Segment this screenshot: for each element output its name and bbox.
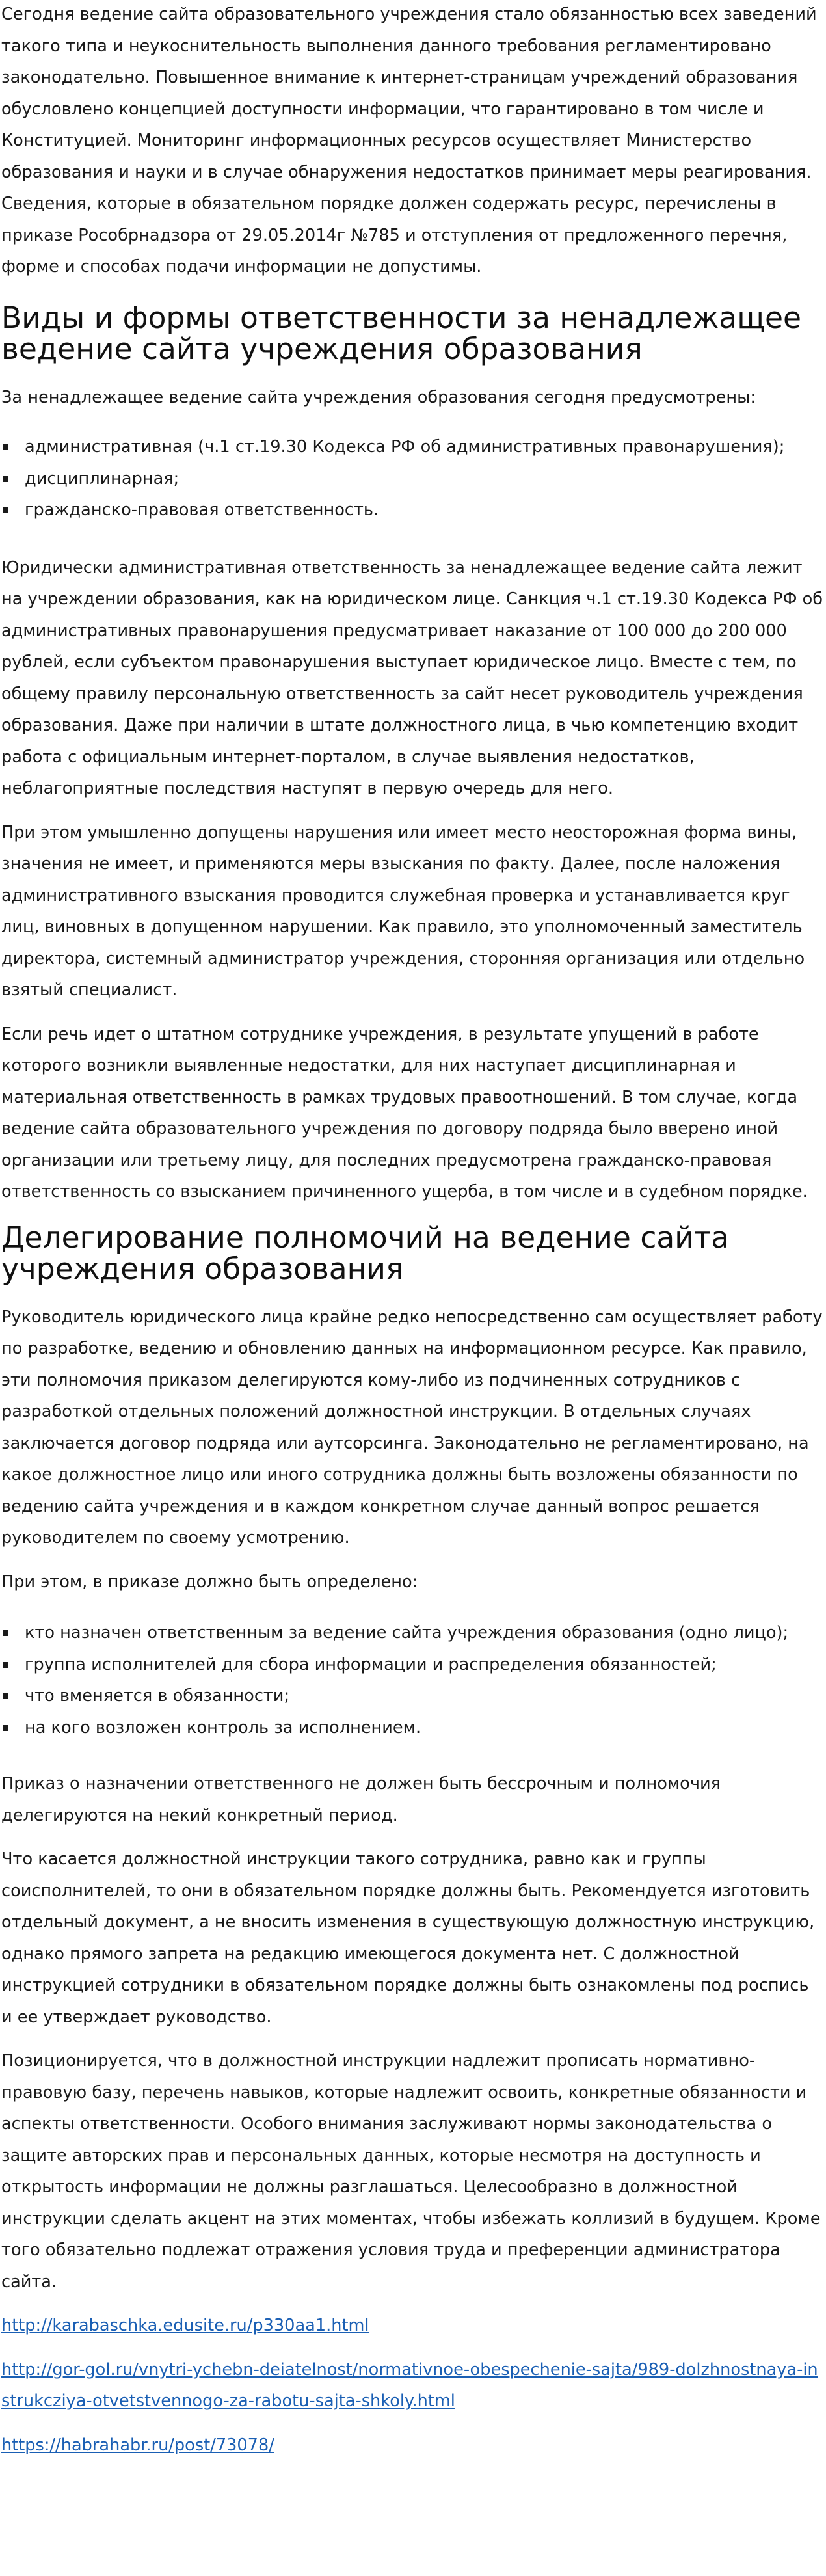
list-item-text: гражданско-правовая ответственность. <box>25 500 379 520</box>
list-item <box>1 494 823 526</box>
bullet-icon <box>3 1630 8 1636</box>
source-link[interactable]: https://habrahabr.ru/post/73078/ <box>1 2435 274 2455</box>
paragraph: Приказ о назначении ответственного не должен быть бессрочным и полномочия делегируются на некий конкретный период. <box>1 1774 721 1825</box>
paragraph: Что касается должностной инструкции такого сотрудника, равно как и группы соисполнителей, то они в обязательном порядке должны быть. Рекомендуется изготовить отдельный документ, а не вносить изменения в существующую должностную инструкцию, однако прямого запрета на редакцию имеющегося документа нет. С должностной инструкцией сотрудники в обязательном порядке должны быть ознакомлены под роспись и ее утверждает руководство. <box>1 1849 815 2027</box>
section-heading-liability: Виды и формы ответственности за ненадлежащее ведение сайта учреждения образования <box>1 300 802 366</box>
list-item <box>1 431 823 463</box>
list-item <box>1 1712 823 1744</box>
paragraph: Позиционируется, что в должностной инструкции надлежит прописать нормативно-правовую базу, перечень навыков, которые надлежит освоить, конкретные обязанности и аспекты ответственности. Особого внимания заслуживают нормы законодательства о защите авторских прав и персональных данных, которые несмотря на доступность и открытость информации не должны разглашаться. Целесообразно в должностной инструкции сделать акцент на этих моментах, чтобы избежать коллизий в будущем. Кроме того обязательно подлежат отражения условия труда и преференции администратора сайта. <box>1 2051 821 2292</box>
list-item <box>1 463 823 495</box>
list-item-text: группа исполнителей для сбора информации и распределения обязанностей; <box>25 1654 717 1674</box>
list-item-text: на кого возложен контроль за исполнением. <box>25 1717 421 1737</box>
source-link-item <box>1 2310 823 2342</box>
bullet-icon <box>3 1662 8 1668</box>
bullet-icon <box>3 1693 8 1699</box>
section-lead: За ненадлежащее ведение сайта учреждения образования сегодня предусмотрены: <box>1 387 756 407</box>
bullet-icon <box>3 444 8 450</box>
liability-types-list <box>1 431 823 526</box>
list-item-text: административная (ч.1 ст.19.30 Кодекса РФ об административных правонарушения); <box>25 437 785 457</box>
source-link-item <box>1 2354 823 2417</box>
bullet-icon <box>3 507 8 513</box>
paragraph: При этом умышленно допущены нарушения или имеет место неосторожная форма вины, значения не имеет, и применяются меры взыскания по факту. Далее, после наложения административного взыскания проводится служебная проверка и устанавливается круг лиц, виновных в допущенном нарушении. Как правило, это уполномоченный заместитель директора, системный администратор учреждения, сторонняя организация или отдельно взятый специалист. <box>1 822 805 1000</box>
paragraph: Если речь идет о штатном сотруднике учреждения, в результате упущений в работе которого возникли выявленные недостатки, для них наступает дисциплинарная и материальная ответственность в рамках трудовых правоотношений. В том случае, когда ведение сайта образовательного учреждения по договору подряда было вверено иной организации или третьему лицу, для последних предусмотрена гражданско-правовая ответственность со взысканием причиненного ущерба, в том числе и в судебном порядке. <box>1 1024 808 1201</box>
source-link[interactable]: http://karabaschka.edusite.ru/p330aa1.html <box>1 2316 369 2335</box>
list-item <box>1 1649 823 1681</box>
list-item-text: что вменяется в обязанности; <box>25 1686 290 1706</box>
list-item-text: кто назначен ответственным за ведение сайта учреждения образования (одно лицо); <box>25 1623 789 1643</box>
paragraph: Юридически административная ответственность за ненадлежащее ведение сайта лежит на учреждении образования, как на юридическом лице. Санкция ч.1 ст.19.30 Кодекса РФ об административных правонарушения предусматривает наказание от 100 000 до 200 000 рублей, если субъектом правонарушения выступает юридическое лицо. Вместе с тем, по общему правилу персональную ответственность за сайт несет руководитель учреждения образования. Даже при наличии в штате должностного лица, в чью компетенцию входит работа с официальным интернет-порталом, в случае выявления недостатков, неблагоприятные последствия наступят в первую очередь для него. <box>1 557 823 798</box>
bullet-icon <box>3 476 8 482</box>
list-item <box>1 1617 823 1649</box>
source-link[interactable]: http://gor-gol.ru/vnytri-ychebn-deiatelnost/normativnoe-obespechenie-sajta/989-dolzhnostnaya-instrukcziya-otvetstvennogo-za-rabotu-sajta-shkoly.html <box>1 2359 818 2411</box>
list-item <box>1 1680 823 1712</box>
bullet-icon <box>3 1725 8 1731</box>
paragraph: Руководитель юридического лица крайне редко непосредственно сам осуществляет работу по разработке, ведению и обновлению данных на информационном ресурсе. Как правило, эти полномочия приказом делегируются кому-либо из подчиненных сотрудников с разработкой отдельных положений должностной инструкции. В отдельных случаях заключается договор подряда или аутсорсинга. Законодательно не регламентировано, на какое должностное лицо или иного сотрудника должны быть возложены обязанности по ведению сайта учреждения и в каждом конкретном случае данный вопрос решается руководителем по своему усмотрению. <box>1 1307 823 1548</box>
section-heading-delegation: Делегирование полномочий на ведение сайта учреждения образования <box>1 1220 730 1286</box>
section-lead: При этом, в приказе должно быть определено: <box>1 1572 418 1592</box>
list-item-text: дисциплинарная; <box>25 468 180 489</box>
order-contents-list <box>1 1617 823 1743</box>
intro-paragraph: Сегодня ведение сайта образовательного учреждения стало обязанностью всех заведений такого типа и неукоснительность выполнения данного требования регламентировано законодательно. Повышенное внимание к интернет-страницам учреждений образования обусловлено концепцией доступности информации, что гарантировано в том числе и Конституцией. Мониторинг информационных ресурсов осуществляет Министерство образования и науки и в случае обнаружения недостатков принимает меры реагирования. Сведения, которые в обязательном порядке должен содержать ресурс, перечислены в приказе Рособрнадзора от 29.05.2014г №785 и отступления от предложенного перечня, форме и способах подачи информации не допустимы. <box>1 5 817 276</box>
source-link-item <box>1 2430 823 2462</box>
